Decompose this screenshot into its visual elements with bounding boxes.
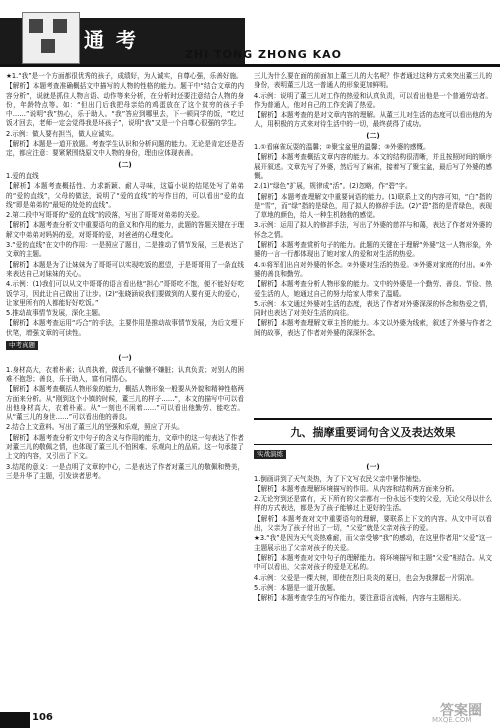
answer-text: 2.无论穷到还是富有，天下所有的父亲都有一份永远不变的父爱，无论父母以什么样的方式表达，都是为了孩子能够过上更好的生活。 xyxy=(254,495,492,513)
section-heading: (二) xyxy=(366,131,380,140)
footer-block xyxy=(0,712,30,728)
analysis-text: 【解析】本题考查分析文中重要语句的意义和作用的能力，此题的答题关键在于理解文中弟弟对妈妈的爱，对哥哥的爱，对爸爸的心理变化。 xyxy=(6,221,244,239)
answer-text: 2.结合上文意料。写出了董三儿的坚强和乐观，照应了开头。 xyxy=(6,423,184,432)
analysis-text: 【解析】本题考查分析人物形象的能力。文中的外婆是一个勤劳、善良、节俭、热爱生活的人，她通过自己的努力给家人带来了温暖。 xyxy=(254,280,492,298)
analysis-text: 【解析】本题考查对文中重要语句的理解，要联系上下文的内容。从文中可以看出，父亲为了孩子付出了一切，“父爱”就是父亲对孩子的爱。 xyxy=(254,514,492,533)
answer-text: 1.身材高大，衣着朴素；认真执着，做活儿不偷懒不嫌脏；认真负责；对别人的困难不抱怨；善良，乐于助人，富有同情心。 xyxy=(6,365,244,383)
answer-text: 4.示例：父爱是一棵大树，即使在烈日炎炎的夏日，也会为我撑起一片阴凉。 xyxy=(254,573,478,582)
practice-tag: 实战演练 xyxy=(254,450,286,459)
section-heading: (一) xyxy=(366,463,380,472)
left-column xyxy=(6,72,244,482)
answer-text: 3.“爱的直线”在文中的作用：一是照应了题目，二是推动了情节发展，三是表达了文章的主题。 xyxy=(6,241,244,259)
answer-text: 4.示例：(1)我们可以从文中哥哥的语言看出他“担心”哥哥吃不饱，便不能好好吃饭学习，因此让自己做出了让步。(2)“张晓涵说我们要做到的人要有更大的爱心，让家里所有的人都能好好吃饭。” xyxy=(6,280,244,307)
right-column xyxy=(254,72,492,339)
section-heading: (二) xyxy=(118,160,132,169)
header-rule xyxy=(0,64,500,67)
answer-text: 5.推动故事情节发展，深化主题。 xyxy=(6,309,105,318)
analysis-text: 【解析】本题考查赏析句子的能力。此题的关键在于理解“外婆”这一人物形象，外婆的一言一行都体现出了她对家人的爱和对生活的热爱。 xyxy=(254,241,492,259)
answer-text: 2.示例：做人要有担当，做人应诚实。 xyxy=(6,129,118,138)
answer-text: 2.(1)“绿色”扩展，规律成“活”。(2)忽略，作“碧”字。 xyxy=(254,182,412,191)
chapter-title: 九、揣摩重要词句含义及表达效果 xyxy=(254,418,492,445)
analysis-text: 【解析】本题考查准确概括文中描写的人物的性格的能力。题干中“结合文章的内容分析”，说就是抓住人物言语、动作等来分析，在分析时还要注意结合人物的身份，年龄特点等。如：“但出门后我把母亲给的鸡蛋放在了这个贫穷的孩子手中……”说明“我”热心，乐于助人。“我”答应到哪里去，下一顿同学的饭，“吃过饭才回去，老师一定会觉得我是坏孩子”，说明“我”又是一个自尊心很强的学生。 xyxy=(6,82,244,128)
analysis-text: 【解析】本题考查理解文中重要词语的能力。(1)联系上文的内容可知，“白”指的是“雪”，而“绿”指的是绿色，用了拟人的修辞手法。(2)“碧”指的是青绿色，表现了草地的颜色，给人一种生机勃勃的感觉。 xyxy=(254,192,492,220)
answer-text: 4.①将军们出自对外婆的怀念。②外婆对生活的热爱。③外婆对家庭的付出。④外婆的善良和勤劳。 xyxy=(254,260,492,278)
answer-text: 4.示例：说明了董三儿对工作的热爱和认真负责，可以看出他是一个普通劳动者。作为普通人，他对自己的工作充满了热爱。 xyxy=(254,91,492,109)
watermark-url: MXQE.COM xyxy=(432,716,472,724)
answer-text: 1.①看麻雀玩耍的温馨；②聚宝盆里的温馨；③外婆的感慨。 xyxy=(254,143,430,152)
analysis-text: 【解析】本题考查学生的写作能力，要注意语言流畅，内容与主题相关。 xyxy=(254,594,465,603)
practice-section xyxy=(254,448,492,604)
analysis-text: 【解析】本题考查概括文章内容的能力。本文的结构很清晰，并且按照时间的顺序展开叙述。文章先写了外婆，然后写了麻雀，接着写了聚宝盆，最后写了外婆的感慨。 xyxy=(254,153,492,180)
header-subtitle: ZHI TONG ZHONG KAO xyxy=(185,48,343,61)
analysis-text: 【解析】本题是一道开放题。考查学生认识和分析问题的能力。无论是肯定还是否定，都应注意：要紧紧围绕原文中人物的身份，理由应体现表善。 xyxy=(6,140,244,158)
answer-text: 三儿为什么要在面的前面加上董三儿的大名呢？作者通过这种方式来突出董三儿的身份，表明董三儿这一普通人的形象更加鲜明。 xyxy=(254,72,492,90)
analysis-text: 【解析】本题考查概括人物形象的能力，概括人物形象一般要从外貌和精神性格两方面来分析。从“刚到这个小镇的时候，董三儿的样子……”，本文的描写中可以看出他身材高大，衣着朴素。从“一刻也不闲着……”可以看出他勤劳、能吃苦。从“董三儿的身世……”可以看出他的善良。 xyxy=(6,385,244,422)
page-number: 106 xyxy=(32,712,53,723)
answer-text: ★1.“我”是一个方面都很优秀的孩子，成绩好，为人诚实，自尊心强，乐善好施。 xyxy=(6,72,243,80)
analysis-text: 【解析】本题考查分析文中句子的含义与作用的能力，文章中的这一句表达了作者对董三儿的敬佩之情，也体现了董三儿不怕困难、乐观向上的品质。这一句承接了上文的内容，又引出了下文。 xyxy=(6,433,244,461)
answer-text: 1.倒画讲到了天气炎热，为了下文写衣民父亲中暑作铺垫。 xyxy=(254,474,426,483)
analysis-text: 【解析】本题考查的是对文章内容的理解。从董三儿对生活的态度可以看出他的为人，用积极的方式来对待生活中的一切，最终获得了成功。 xyxy=(254,111,492,129)
watermark: 答案圈 xyxy=(440,703,482,719)
analysis-text: 【解析】本题考查理解环境描写的作用。从内容和结构两方面来分析。 xyxy=(254,484,459,493)
answer-text: 3.示例：运用了拟人的修辞手法，写出了外婆的慈祥与和蔼，表达了作者对外婆的怀念之情。 xyxy=(254,221,492,239)
answer-text: 5.示例：本文通过外婆对生活的态度，表达了作者对外婆深深的怀念和热爱之情，同时也表达了对美好生活的向往。 xyxy=(254,299,492,318)
analysis-text: 【解析】本题考查理解文章主旨的能力。本文以外婆为线索，叙述了外婆与作者之间的故事，表达了作者对外婆的深深怀念。 xyxy=(254,319,492,337)
answer-text: ★3.“我”是因为天气炎热难耐，而父亲受够“我”的感动，在这里作者用“父爱”这一主题展示出了父亲对孩子的关爱。 xyxy=(254,534,492,552)
section-heading: (一) xyxy=(118,354,132,363)
analysis-text: 【解析】本题考查运用“巧合”的手法，主要作用是推动故事情节发展，为后文埋下伏笔，增强文章的可读性。 xyxy=(6,319,244,337)
exam-tag: 中考真题 xyxy=(6,341,38,350)
answer-text: 3.结尾的意义：一是点明了文章的中心，二是表达了作者对董三儿的敬佩和赞美，三是升华了主题，引发读者思考。 xyxy=(6,462,244,480)
analysis-text: 【解析】本题考查对文中句子的理解能力。将环境描写和主题“父爱”相结合。从文中可以看出，父亲对孩子的爱是无私的。 xyxy=(254,553,492,572)
answer-text: 1.爱的直线 xyxy=(6,171,39,180)
logo-icon xyxy=(22,12,80,64)
analysis-text: 【解析】本题是为了让妹妹为了哥哥可以实现吃饭的愿望，于是哥哥用了一条直线来表达自己对妹妹的关心。 xyxy=(6,260,244,278)
answer-text: 2.第二段中写哥哥的“爱的直线”的段落，写出了哥哥对弟弟的关爱。 xyxy=(6,211,204,220)
header-brand: 通考 xyxy=(84,28,148,52)
answer-text: 5.示例：本题是一道开放题。 xyxy=(254,583,340,592)
analysis-text: 【解析】本题考查概括性、力求新颖、耐人寻味，这篇小说的结尾处写了弟弟的“爱的直线”，父母的做法，说明了“爱的直线”的写作目的，可以看出“爱的直线”即是弟弟的“最短的处处的直线”。 xyxy=(6,182,244,209)
